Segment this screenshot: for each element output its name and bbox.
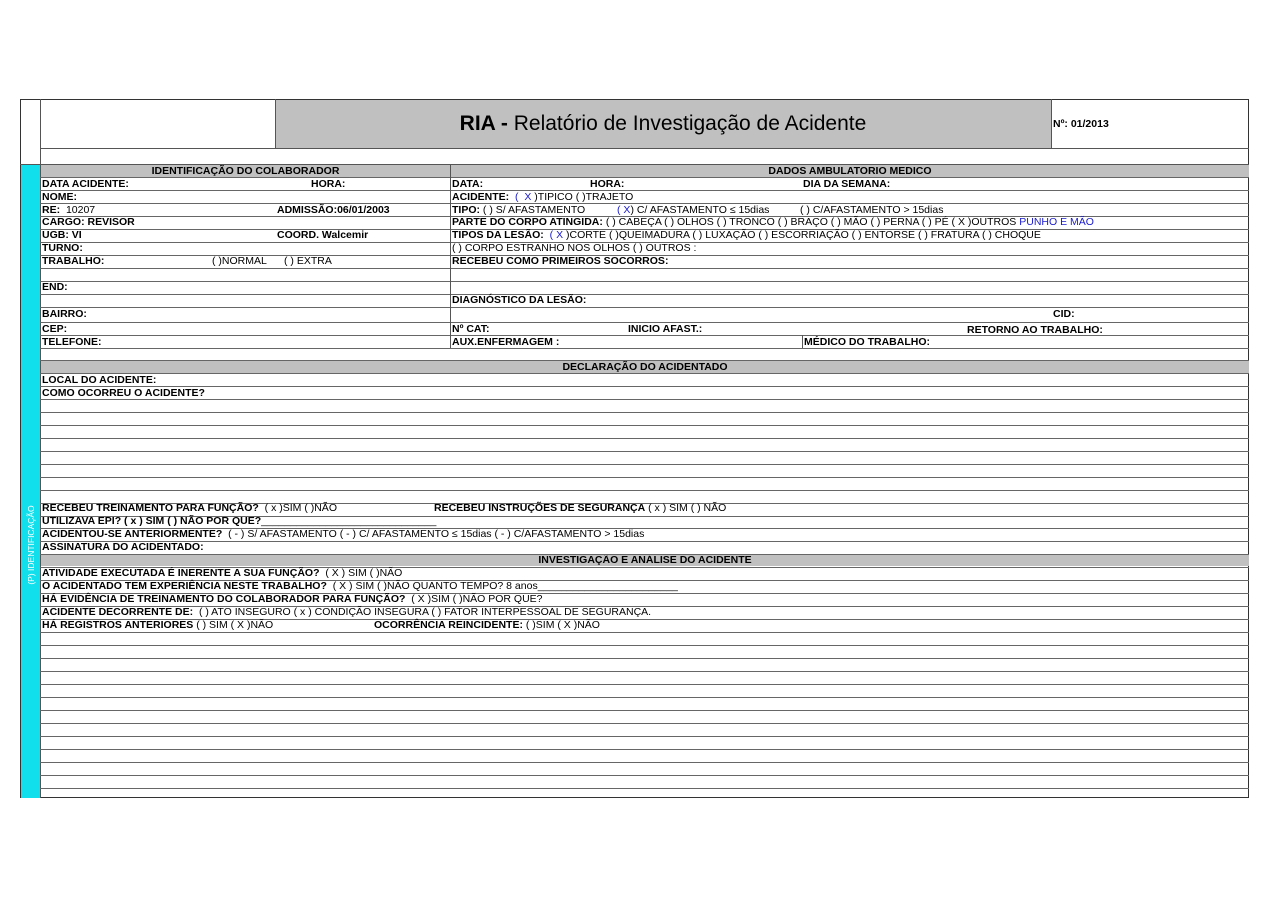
row-line [40, 671, 1249, 672]
bairro-label: BAIRRO: [42, 308, 87, 320]
trabalho-normal-option: ( )NORMAL [212, 255, 267, 267]
row-line [40, 294, 1249, 295]
aux-enfermagem-label: AUX.ENFERMAGEM : [452, 336, 560, 348]
atividade-row: ATIVIDADE EXECUTADA É INERENTE A SUA FUNÇÃO? ( X ) SIM ( )NÃO [42, 567, 403, 579]
dia-semana-label: DIA DA SEMANA: [803, 178, 891, 190]
diagnostico-label: DIAGNÓSTICO DA LESÃO: [452, 294, 587, 306]
tipo-label: TIPO: [452, 204, 480, 216]
row-line [40, 438, 1249, 439]
cargo-field: CARGO: REVISOR [42, 216, 135, 228]
data-acidente-label: DATA ACIDENTE: [42, 178, 129, 190]
parte-label: PARTE DO CORPO ATINGIDA: [452, 216, 603, 228]
row-line [40, 412, 1249, 413]
row-line [40, 386, 1249, 387]
registros-row: HÁ REGISTROS ANTERIORES ( ) SIM ( X )NÃO [42, 619, 274, 631]
treinamento-row: RECEBEU TREINAMENTO PARA FUNÇÃO? ( x )SIM ( )NÃO [42, 502, 337, 514]
row-line [40, 684, 1249, 685]
telefone-label: TELEFONE: [42, 336, 102, 348]
medico-label: MÉDICO DO TRABALHO: [804, 336, 930, 348]
row-line [40, 749, 1249, 750]
tipos-lesao-row: TIPOS DA LESÃO: ( X )CORTE ( )QUEIMADURA ( ) LUXAÇÃO ( ) ESCORRIAÇÃO ( ) ENTORSE ( ) FRATURA ( ) CHOQUE [452, 229, 1041, 241]
row-line [40, 775, 1249, 776]
turno-label: TURNO: [42, 242, 83, 254]
row-line [40, 464, 1249, 465]
trabalho-label: TRABALHO: [42, 255, 105, 267]
experiencia-row: O ACIDENTADO TEM EXPERIÊNCIA NESTE TRABALHO? ( X ) SIM ( )NÃO QUANTO TEMPO? 8 anos________________________ [42, 580, 678, 592]
divider [40, 148, 1249, 149]
section-ident: IDENTIFICAÇÃO DO COLABORADOR [41, 165, 450, 177]
title-abbrev: RIA - [459, 112, 514, 135]
inicio-afast-label: INICIO AFAST.: [628, 323, 703, 335]
reincidente-row: OCORRÊNCIA REINCIDENTE: ( )SIM ( X )NÃO [374, 619, 600, 631]
local-label: LOCAL DO ACIDENTE: [42, 374, 157, 386]
row-line [40, 177, 1249, 178]
hora-right-label: HORA: [590, 178, 625, 190]
row-line [40, 399, 1249, 400]
tipo-afastamento-maior: ( ) C/AFASTAMENTO > 15dias [800, 204, 944, 216]
epi-row: UTILIZAVA EPI? ( x ) SIM ( ) NÃO POR QUE?______________________________ [42, 515, 437, 527]
acidente-row: ACIDENTE: ( X )TIPICO ( )TRAJETO [452, 191, 634, 203]
nome-label: NOME: [42, 191, 77, 203]
title-text: Relatório de Investigação de Acidente [513, 112, 867, 135]
socorros-label: RECEBEU COMO PRIMEIROS SOCORROS: [452, 255, 669, 267]
parte-outros-value: PUNHO E MÃO [1019, 216, 1094, 228]
como-ocorreu-label: COMO OCORREU O ACIDENTE? [42, 387, 205, 399]
instrucoes-row: RECEBEU INSTRUÇÕES DE SEGURANÇA ( x ) SIM ( ) NÃO [434, 502, 727, 514]
divider [1051, 99, 1052, 149]
row-line [40, 658, 1249, 659]
cep-label: CEP: [42, 323, 68, 335]
column-divider [450, 165, 451, 348]
row-line [40, 736, 1249, 737]
section-ambulatorio: DADOS AMBULATORIO MEDICO [451, 165, 1249, 177]
end-label: END: [42, 281, 68, 293]
tipo-b-mark: X [623, 204, 631, 216]
report-number: Nº: 01/2013 [1053, 118, 1109, 130]
row-line [40, 451, 1249, 452]
hora-label: HORA: [311, 178, 346, 190]
admissao-field: ADMISSÃO:06/01/2003 [277, 204, 390, 216]
row-line [40, 373, 1249, 374]
row-line [40, 490, 1249, 491]
evidencia-row: HÁ EVIDÊNCIA DE TREINAMENTO DO COLABORADOR PARA FUNÇÃO? ( X )SIM ( )NÃO POR QUE? [42, 593, 543, 605]
column-divider [802, 335, 803, 348]
lesao-label: TIPOS DA LESÃO: [452, 229, 544, 241]
row-line [40, 348, 1249, 349]
cid-label: CID: [1053, 308, 1075, 320]
row-line [40, 425, 1249, 426]
acidente-tipico-mark: X [524, 191, 532, 203]
row-line [40, 697, 1249, 698]
lesao-corte-mark: X [556, 229, 564, 241]
page-title [275, 112, 1051, 136]
assinatura-label: ASSINATURA DO ACIDENTADO: [42, 541, 204, 553]
row-line [40, 541, 1249, 542]
lesao-outros-row: ( ) CORPO ESTRANHO NOS OLHOS ( ) OUTROS : [452, 242, 697, 254]
section-declaracao: DECLARAÇÃO DO ACIDENTADO [41, 361, 1249, 373]
tipo-row: TIPO: ( ) S/ AFASTAMENTO [452, 204, 586, 216]
row-line [40, 477, 1249, 478]
cat-label: Nº CAT: [452, 323, 490, 335]
row-line [40, 645, 1249, 646]
row-line [40, 762, 1249, 763]
parte-corpo-row: PARTE DO CORPO ATINGIDA: ( ) CABEÇA ( ) OLHOS ( ) TRONCO ( ) BRAÇO ( ) MÃO ( ) PERNA ( ) PÉ ( X )OUTROS PUNHO E MÃO [452, 216, 1094, 228]
ugb-field: UGB: VI [42, 229, 82, 241]
section-investigacao: INVESTIGAÇÃO E ANÁLISE DO ACIDENTE [41, 554, 1249, 566]
row-line [40, 710, 1249, 711]
row-line [40, 360, 1249, 361]
tipo-com-afastamento: ( X) C/ AFASTAMENTO ≤ 15dias [617, 204, 770, 216]
row-line [40, 281, 1249, 282]
row-line [40, 268, 1249, 269]
side-label: (P) IDENTIFICAÇÃO [26, 505, 36, 585]
row-line [40, 554, 1249, 555]
re-label: RE: [42, 204, 61, 216]
trabalho-extra-option: ( ) EXTRA [284, 255, 332, 267]
row-line [40, 788, 1249, 789]
retorno-label: RETORNO AO TRABALHO: [967, 324, 1103, 336]
data-label: DATA: [452, 178, 484, 190]
re-value: 10207 [65, 204, 96, 216]
decorrente-row: ACIDENTE DECORRENTE DE: ( ) ATO INSEGURO ( x ) CONDIÇÃO INSEGURA ( ) FATOR INTERPESSOAL DE SEGURANÇA. [42, 606, 652, 618]
acidente-label: ACIDENTE: [452, 191, 510, 203]
row-line [40, 190, 1249, 191]
anterior-row: ACIDENTOU-SE ANTERIORMENTE? ( - ) S/ AFASTAMENTO ( - ) C/ AFASTAMENTO ≤ 15dias ( - ) C/AFASTAMENTO > 15dias [42, 528, 645, 540]
coord-field: COORD. Walcemir [277, 229, 369, 241]
row-line [40, 723, 1249, 724]
row-line [40, 632, 1249, 633]
